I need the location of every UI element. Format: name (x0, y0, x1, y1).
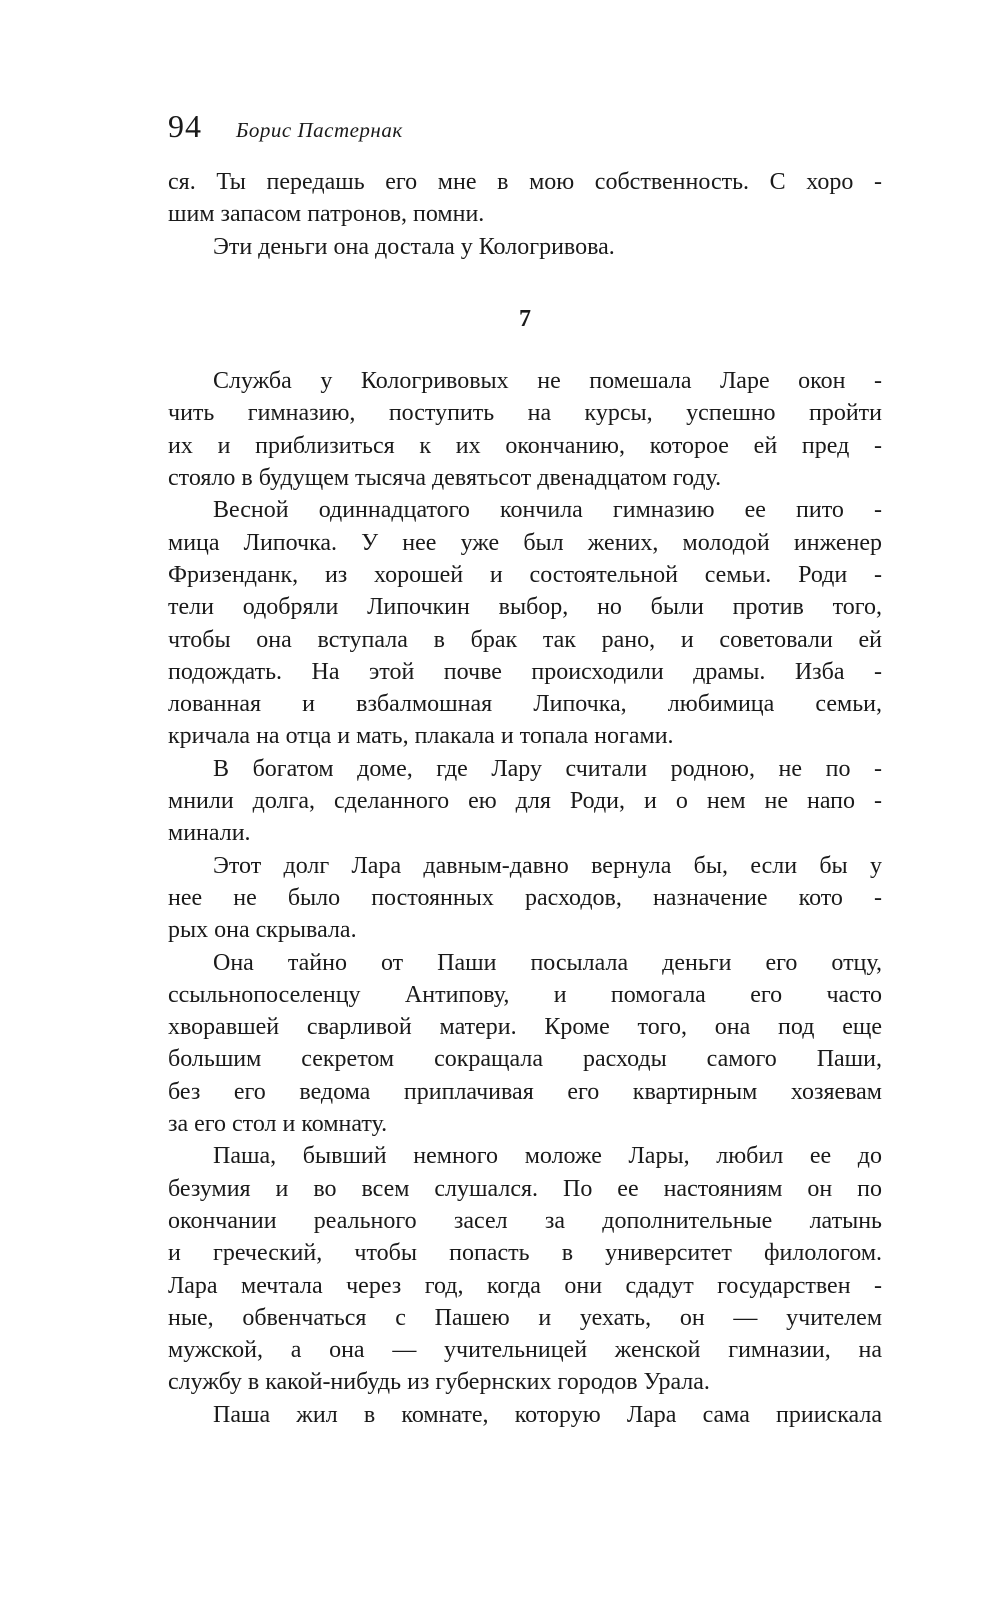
text-line: Служба у Кологривовых не помешала Ларе окон - (213, 368, 882, 395)
text-line: тели одобряли Липочкин выбор, но были против того, (168, 594, 882, 621)
text-line: за его стол и комнату. (168, 1111, 388, 1138)
text-line: В богатом доме, где Лару считали родною, не по - (213, 755, 882, 782)
text-line: хворавшей сварливой матери. Кроме того, она под еще (168, 1014, 882, 1041)
text-line: Фризенданк, из хорошей и состоятельной семьи. Роди - (168, 561, 882, 588)
paragraph (168, 1140, 882, 1398)
text-line: рых она скрывала. (168, 917, 357, 944)
page-number: 94 (168, 108, 202, 144)
text-line: ные, обвенчаться с Пашею и уехать, он — учителем (168, 1304, 882, 1331)
text-line: мнили долга, сделанного ею для Роди, и о нем не напо - (168, 788, 882, 815)
text-line: без его ведома приплачивая его квартирным хозяевам (168, 1078, 882, 1105)
text-line: Паша, бывший немного моложе Лары, любил ее до (213, 1143, 882, 1170)
text-line: Этот долг Лара давным-давно вернула бы, если бы у (213, 852, 882, 879)
text-line: окончании реального засел за дополнительные латынь (168, 1207, 882, 1234)
paragraph (168, 365, 882, 494)
text-line: Лара мечтала через год, когда они сдадут государствен - (168, 1272, 882, 1299)
section-number: 7 (519, 305, 531, 332)
text-line: стояло в будущем тысяча девятьсот двенадцатом году. (168, 465, 722, 492)
running-header (168, 108, 882, 145)
text-line: Она тайно от Паши посылала деньги его отцу, (213, 949, 882, 976)
text-line: Паша жил в комнате, которую Лара сама приискала (213, 1401, 882, 1428)
paragraph (168, 231, 882, 263)
paragraph (168, 850, 882, 947)
text-line: нее не было постоянных расходов, назначение кото - (168, 884, 882, 911)
paragraph (168, 1399, 882, 1431)
text-content (168, 166, 882, 1431)
paragraph (168, 753, 882, 850)
text-line: безумия и во всем слушался. По ее настояниям он по (168, 1175, 882, 1202)
text-line: шим запасом патронов, помни. (168, 201, 485, 228)
text-line: Весной одиннадцатого кончила гимназию ее пито - (213, 497, 882, 524)
paragraph (168, 947, 882, 1141)
text-line: ся. Ты передашь его мне в мою собственность. С хоро - (168, 169, 882, 195)
text-line: лованная и взбалмошная Липочка, любимица семьи, (168, 691, 882, 718)
running-title: Борис Пастернак (236, 118, 403, 142)
text-line: и греческий, чтобы попасть в университет филологом. (168, 1240, 882, 1267)
text-line: ссыльнопоселенцу Антипову, и помогала его часто (168, 981, 882, 1008)
text-line: кричала на отца и мать, плакала и топала ногами. (168, 723, 674, 750)
text-line: чтобы она вступала в брак так рано, и советовали ей (168, 626, 882, 653)
text-line: мица Липочка. У нее уже был жених, молодой инженер (168, 529, 882, 556)
text-line: службу в какой-нибудь из губернских городов Урала. (168, 1369, 710, 1396)
text-line: мужской, а она — учительницей женской гимназии, на (168, 1337, 882, 1364)
text-line: подождать. На этой почве происходили драмы. Изба - (168, 658, 882, 685)
text-line: минали. (168, 820, 251, 847)
text-line: их и приблизиться к их окончанию, которое ей пред - (168, 432, 882, 459)
text-line: большим секретом сокращала расходы самого Паши, (168, 1046, 882, 1073)
text-line: чить гимназию, поступить на курсы, успешно пройти (168, 400, 882, 427)
paragraph (168, 494, 882, 752)
paragraph (168, 166, 882, 231)
text-line: Эти деньги она достала у Кологривова. (213, 233, 615, 260)
